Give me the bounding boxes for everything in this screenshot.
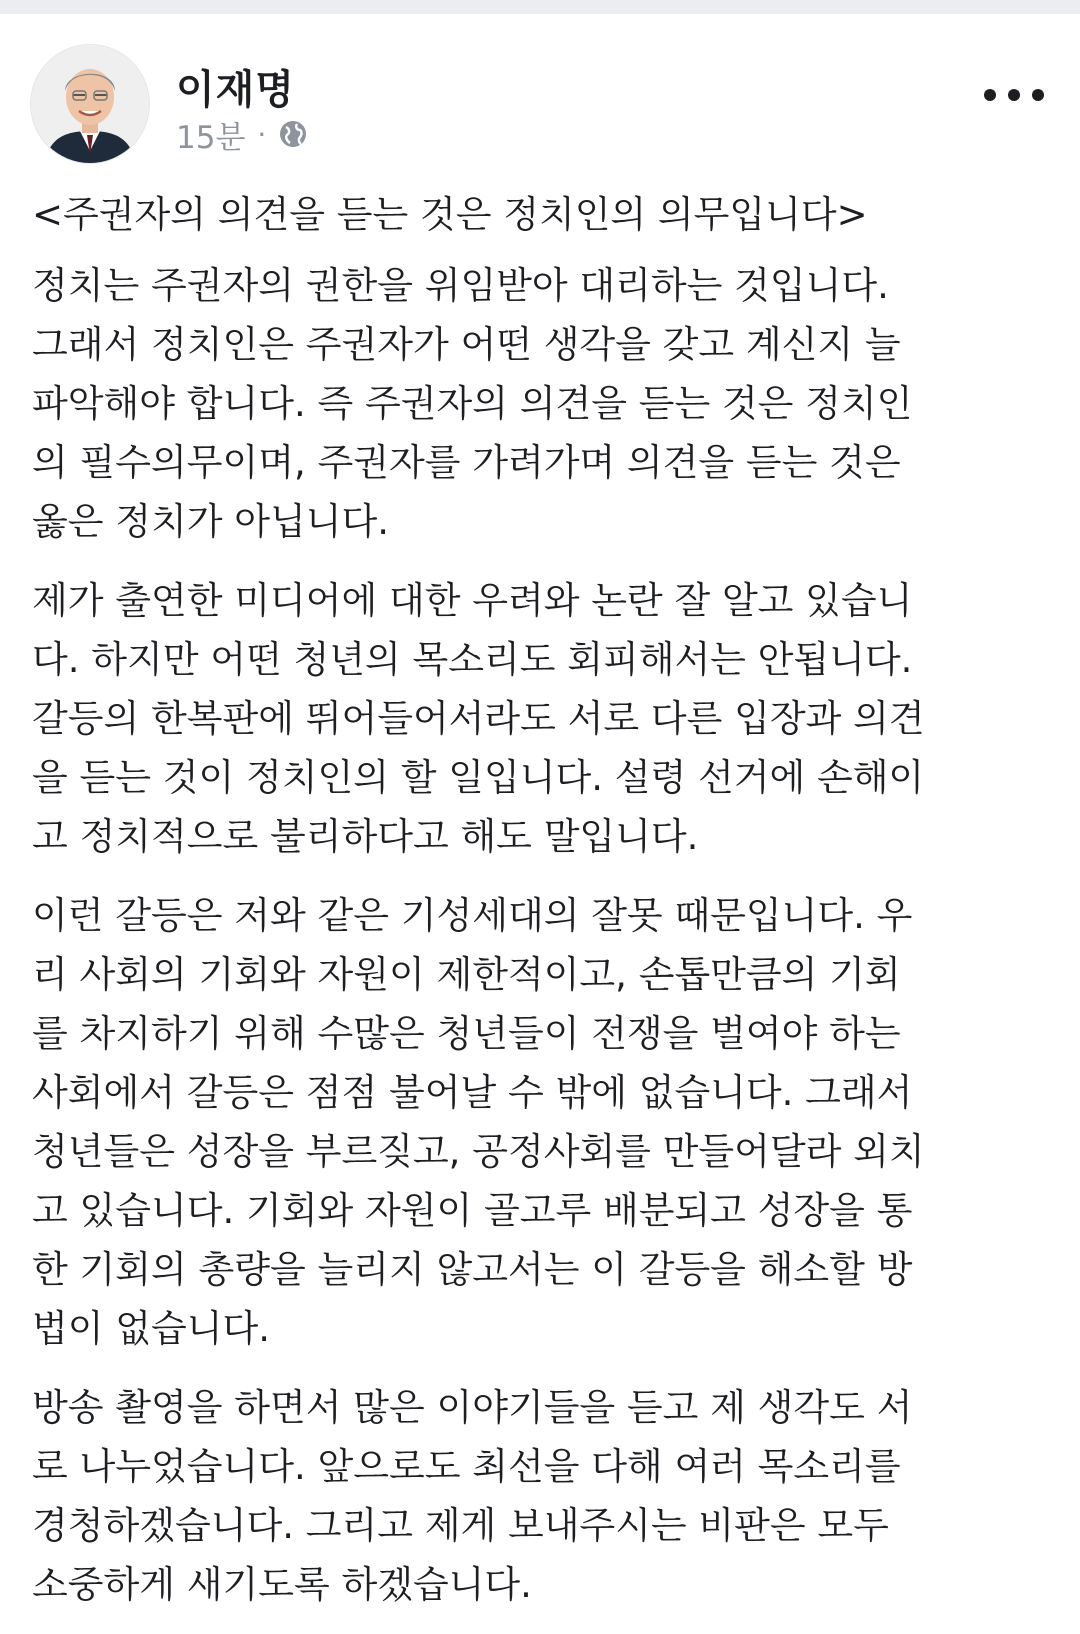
- text-line: 소중하게 새기도록 하겠습니다.: [32, 1563, 532, 1606]
- text-line: 사회에서 갈등은 점점 불어날 수 밖에 없습니다. 그래서: [32, 1071, 913, 1114]
- text-line: 청년들은 성장을 부르짖고, 공정사회를 만들어달라 외치: [32, 1130, 925, 1173]
- text-line: 고 있습니다. 기회와 자원이 골고루 배분되고 성장을 통: [32, 1189, 913, 1232]
- text-line: 이런 갈등은 저와 같은 기성세대의 잘못 때문입니다. 우: [32, 894, 913, 937]
- paragraph-3: [32, 886, 1052, 1358]
- author-name[interactable]: 이재명: [176, 67, 295, 113]
- post-body: [32, 186, 1052, 1634]
- text-line: 리 사회의 기회와 자원이 제한적이고, 손톱만큼의 기회: [32, 953, 901, 996]
- text-line: 다. 하지만 어떤 청년의 목소리도 회피해서는 안됩니다.: [32, 638, 913, 681]
- text-line: 법이 없습니다.: [32, 1307, 270, 1350]
- text-line: 을 듣는 것이 정치인의 할 일입니다. 설령 선거에 손해이: [32, 756, 925, 799]
- post-time[interactable]: 15분: [176, 119, 246, 156]
- paragraph-2: [32, 571, 1052, 866]
- paragraph-4: [32, 1378, 1052, 1614]
- more-horizontal-icon: [984, 89, 996, 101]
- text-line: 파악해야 합니다. 즉 주권자의 의견을 듣는 것은 정치인: [32, 382, 913, 425]
- text-line: 정치는 주권자의 권한을 위임받아 대리하는 것입니다.: [32, 264, 889, 307]
- more-options-button[interactable]: [984, 80, 1044, 110]
- text-line: 그래서 정치인은 주권자가 어떤 생각을 갖고 계신지 늘: [32, 323, 901, 366]
- profile-photo: [31, 45, 149, 163]
- text-line: 제가 출연한 미디어에 대한 우려와 논란 잘 알고 있습니: [32, 579, 913, 622]
- text-line: 의 필수의무이며, 주권자를 가려가며 의견을 듣는 것은: [32, 441, 901, 484]
- text-line: 경청하겠습니다. 그리고 제게 보내주시는 비판은 모두: [32, 1504, 889, 1547]
- text-line: 한 기회의 총량을 늘리지 않고서는 이 갈등을 해소할 방: [32, 1248, 913, 1291]
- paragraph-1: [32, 256, 1052, 551]
- globe-icon[interactable]: [278, 119, 308, 149]
- text-line: 방송 촬영을 하면서 많은 이야기들을 듣고 제 생각도 서: [32, 1386, 913, 1429]
- avatar[interactable]: [30, 44, 150, 164]
- post-title: <주권자의 의견을 듣는 것은 정치인의 의무입니다>: [32, 193, 868, 236]
- meta-separator: ·: [257, 117, 267, 151]
- text-line: 를 차지하기 위해 수많은 청년들이 전쟁을 벌여야 하는: [32, 1012, 901, 1055]
- text-line: 갈등의 한복판에 뛰어들어서라도 서로 다른 입장과 의견: [32, 697, 925, 740]
- text-line: 고 정치적으로 불리하다고 해도 말입니다.: [32, 815, 699, 858]
- text-line: 옳은 정치가 아닙니다.: [32, 500, 389, 543]
- top-divider: [0, 0, 1080, 14]
- text-line: 로 나누었습니다. 앞으로도 최선을 다해 여러 목소리를: [32, 1445, 901, 1488]
- post-header: [0, 14, 1080, 174]
- post-meta: [176, 114, 308, 154]
